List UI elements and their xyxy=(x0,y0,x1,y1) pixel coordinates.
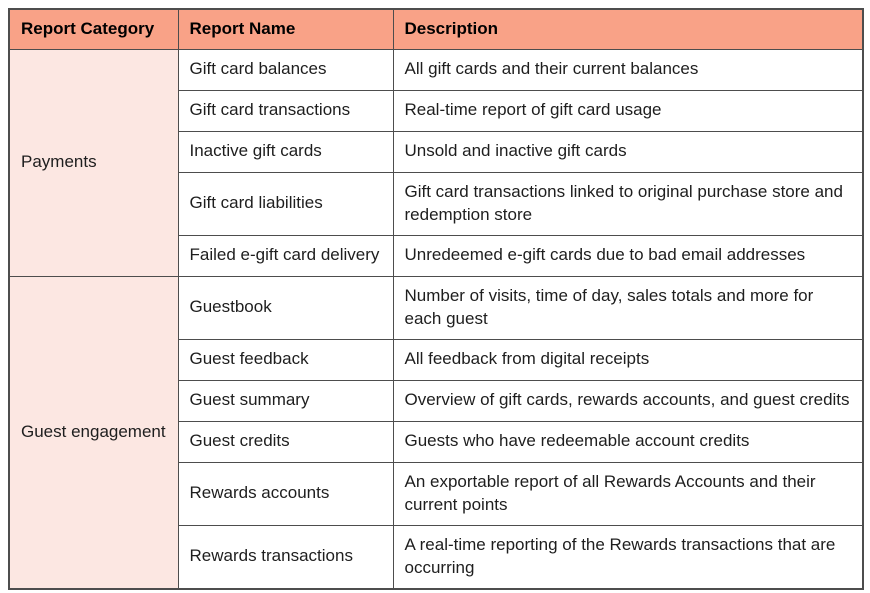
report-name-cell: Inactive gift cards xyxy=(178,131,393,172)
report-name-cell: Guest feedback xyxy=(178,339,393,380)
category-cell-guest-engagement: Guest engagement xyxy=(9,276,178,589)
header-report-name: Report Name xyxy=(178,9,393,49)
reports-table xyxy=(8,8,864,590)
header-row xyxy=(9,9,863,49)
header-description: Description xyxy=(393,9,863,49)
description-cell: Overview of gift cards, rewards accounts, and guest credits xyxy=(393,380,863,421)
report-name-cell: Rewards transactions xyxy=(178,525,393,589)
report-name-cell: Guestbook xyxy=(178,276,393,339)
report-name-cell: Guest credits xyxy=(178,421,393,462)
category-cell-payments: Payments xyxy=(9,49,178,276)
report-name-cell: Gift card balances xyxy=(178,49,393,90)
table-row xyxy=(9,276,863,339)
table-row xyxy=(9,49,863,90)
report-name-cell: Gift card liabilities xyxy=(178,172,393,235)
report-name-cell: Failed e-gift card delivery xyxy=(178,235,393,276)
report-name-cell: Guest summary xyxy=(178,380,393,421)
report-name-cell: Gift card transactions xyxy=(178,90,393,131)
description-cell: Number of visits, time of day, sales totals and more for each guest xyxy=(393,276,863,339)
description-cell: Gift card transactions linked to original purchase store and redemption store xyxy=(393,172,863,235)
description-cell: All gift cards and their current balances xyxy=(393,49,863,90)
header-report-category: Report Category xyxy=(9,9,178,49)
description-cell: An exportable report of all Rewards Accounts and their current points xyxy=(393,462,863,525)
description-cell: All feedback from digital receipts xyxy=(393,339,863,380)
description-cell: Unsold and inactive gift cards xyxy=(393,131,863,172)
description-cell: A real-time reporting of the Rewards transactions that are occurring xyxy=(393,525,863,589)
description-cell: Guests who have redeemable account credits xyxy=(393,421,863,462)
description-cell: Unredeemed e-gift cards due to bad email addresses xyxy=(393,235,863,276)
report-name-cell: Rewards accounts xyxy=(178,462,393,525)
description-cell: Real-time report of gift card usage xyxy=(393,90,863,131)
